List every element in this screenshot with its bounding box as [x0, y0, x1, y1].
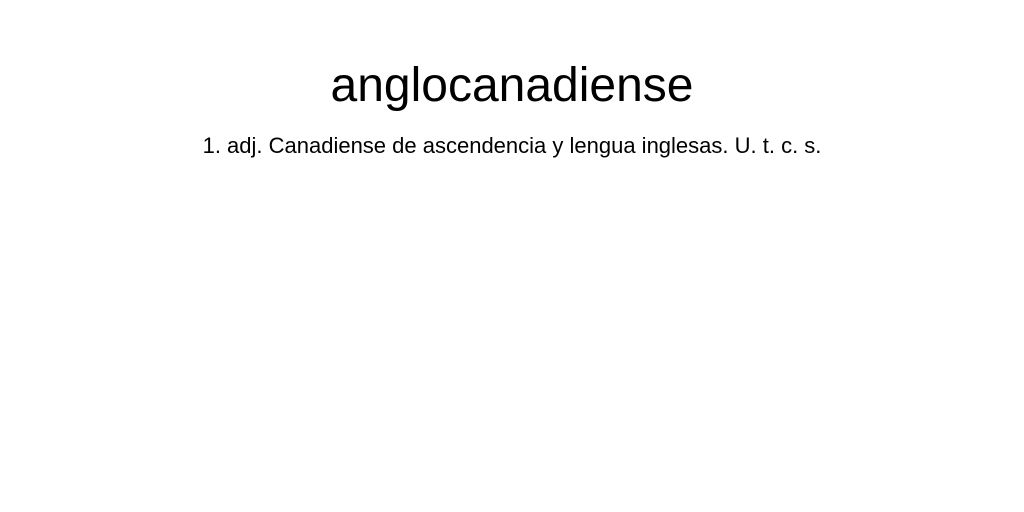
headword-title: anglocanadiense — [330, 59, 694, 112]
definition-text: 1. adj. Canadiense de ascendencia y lengua inglesas. U. t. c. s. — [202, 133, 822, 158]
